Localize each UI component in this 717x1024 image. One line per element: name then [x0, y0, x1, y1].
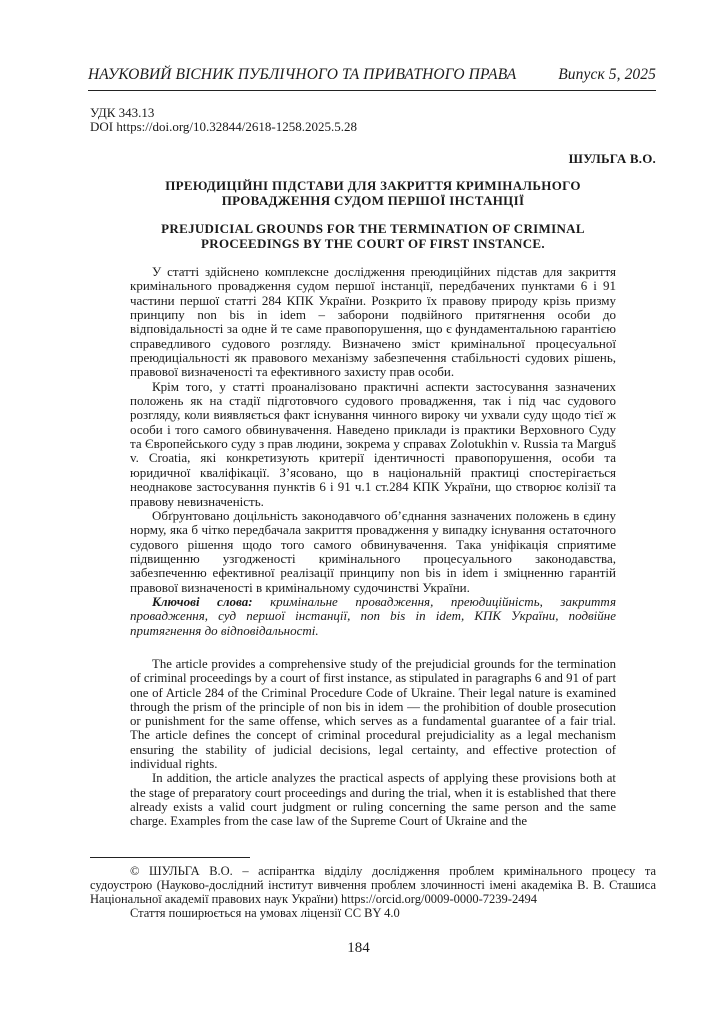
issue-label: Випуск 5, 2025: [558, 66, 656, 83]
abstract-english: [130, 657, 616, 829]
license-note: Стаття поширюється на умовах ліцензії CC BY 4.0: [130, 906, 400, 920]
journal-name: НАУКОВИЙ ВІСНИК ПУБЛІЧНОГО ТА ПРИВАТНОГО ПРАВА: [88, 66, 517, 83]
abstract-paragraph: Крім того, у статті проаналізовано практичні аспекти застосування зазначених положень як на стадії підготовчого судового провадження, так і під час судового розгляду, коли виявляється факт існування чинного вироку чи ухвали суду щодо тієї ж особи і того самого обвинувачення. Наведено приклади із практики Верховного Суду та Європейського суду з прав людини, зокрема у справах Zolotukhin v. Russia та Marguš v. Croatia, які конкретизують критерії ідентичності правопорушення, особи та юридичної кваліфікації. З’ясовано, що в національній практиці спостерігається неоднакове застосування пунктів 6 і 91 ч.1 ст.284 КПК України, що створює колізії та правову невизначеність.: [130, 378, 616, 509]
author-name: ШУЛЬГА В.О.: [568, 151, 656, 166]
abstract-ukrainian: [130, 265, 616, 638]
keywords-list: кримінальне провадження, преюдиційність, закриття провадження, суд першої інстанції, non bis in idem, КПК України, подвійне притягнення до відповідальності.: [130, 593, 617, 638]
abstract-paragraph: In addition, the article analyzes the practical aspects of applying these provisions both at the stage of preparatory court proceedings and during the trial, when it is established that there already exists a valid court judgment or ruling concerning the same person and the same charge. Examples from the case law of the Supreme Court of Ukraine and the: [130, 771, 616, 829]
keywords-label: Ключові слова:: [152, 593, 253, 609]
abstract-paragraph: У статті здійснено комплексне дослідження преюдиційних підстав для закриття кримінального провадження судом першої інстанції, передбачених пунктами 6 і 91 частини першої статті 284 КПК України. Розкрито їх правову природу крізь призму принципу non bis in idem – заборони подвійного притягнення особи до відповідальності за одне й те саме правопорушення, що є фундаментальною гарантією справедливого судового розгляду. Визначено зміст кримінальної процесуальної преюдиціальності як правового механізму забезпечення стабільності судових рішень, правової визначеності та ефективного захисту прав особи.: [130, 264, 616, 380]
title-ukrainian: ПРЕЮДИЦІЙНІ ПІДСТАВИ ДЛЯ ЗАКРИТТЯ КРИМІНАЛЬНОГО ПРОВАДЖЕННЯ СУДОМ ПЕРШОЇ ІНСТАНЦІЇ: [165, 178, 581, 208]
udk-code: УДК 343.13: [90, 105, 155, 120]
footnote-rule: [90, 857, 250, 858]
page-number: 184: [347, 940, 370, 956]
running-header: [88, 66, 656, 84]
footnote: [90, 864, 656, 920]
keywords: [130, 595, 616, 638]
header-rule: [88, 90, 656, 91]
doi-link[interactable]: DOI https://doi.org/10.32844/2618-1258.2025.5.28: [90, 119, 357, 134]
article-meta: [90, 106, 357, 134]
title-english: PREJUDICIAL GROUNDS FOR THE TERMINATION OF CRIMINAL PROCEEDINGS BY THE COURT OF FIRST INSTANCE.: [161, 221, 585, 251]
abstract-paragraph: Обґрунтовано доцільність законодавчого об’єднання зазначених положень в єдину норму, яка б чітко передбачала закриття провадження у випадку існування остаточного судового рішення щодо того самого обвинувачення. Така уніфікація сприятиме підвищенню узгодженості кримінального процесуального законодавства, забезпеченню ефективної реалізації принципу non bis in idem і зміцненню гарантій правової визначеності в кримінальному судочинстві України.: [130, 507, 616, 595]
abstract-paragraph: The article provides a comprehensive study of the prejudicial grounds for the termination of criminal proceedings by a court of first instance, as stipulated in paragraphs 6 and 91 of part one of Article 284 of the Criminal Procedure Code of Ukraine. Their legal nature is examined through the prism of the principle of non bis in idem — the prohibition of double prosecution or punishment for the same offense, which serves as a fundamental guarantee of a fair trial. The article defines the concept of criminal procedural prejudiciality as a legal mechanism ensuring the stability of judicial decisions, legal certainty, and effective protection of individual rights.: [130, 657, 616, 772]
author-affiliation: © ШУЛЬГА В.О. – аспірантка відділу дослідження проблем кримінального процесу та судоустрою (Науково-дослідний інститут вивчення проблем злочинності імені академіка В. В. Сташиса Національної академії правових наук України) https://orcid.org/0009-0000-7239-2494: [90, 864, 656, 906]
